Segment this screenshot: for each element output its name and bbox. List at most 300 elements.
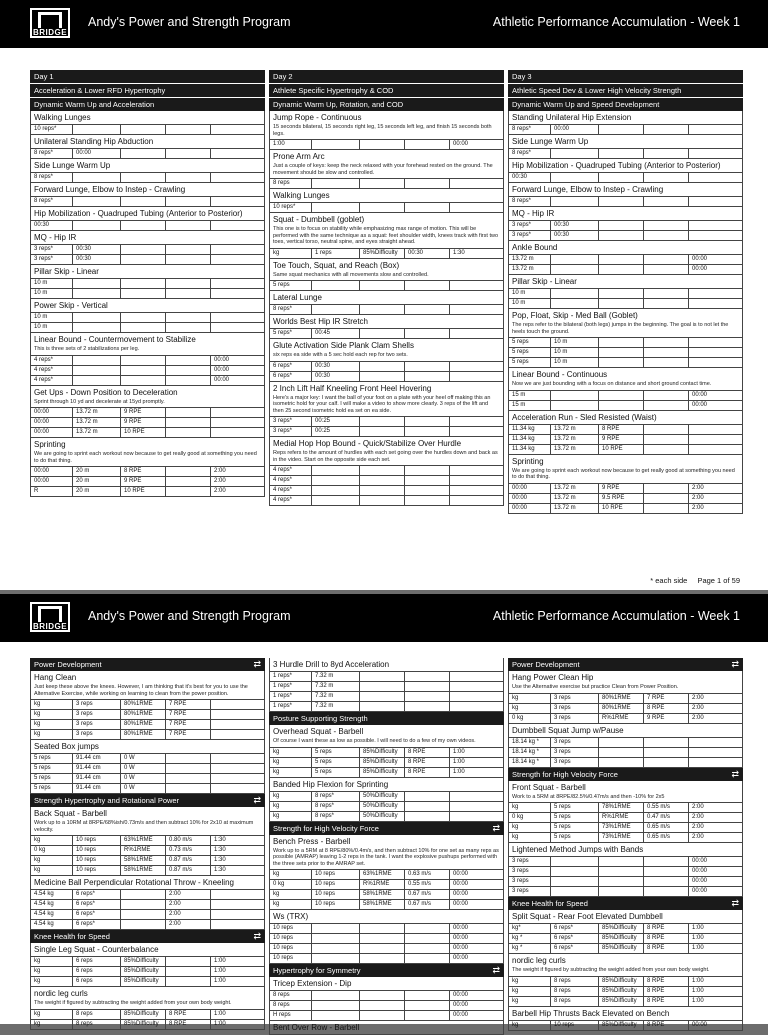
set-cell: 00:00 xyxy=(214,356,230,363)
set-cell xyxy=(211,720,264,729)
set-cell: 4 reps* xyxy=(270,496,312,505)
set-cell: 13.72 m xyxy=(73,428,121,437)
set-cell: 73%1RME xyxy=(599,823,644,832)
set-cell: 9 RPE xyxy=(599,435,644,444)
set-cell: R%1RME xyxy=(599,714,644,723)
set-cell: 4 reps* xyxy=(31,366,73,375)
exercise-name: Squat - Dumbbell (goblet) xyxy=(273,215,365,224)
set-cell: 10 m xyxy=(31,289,73,298)
set-cell: kg xyxy=(31,856,73,865)
exercise-note: Reps refers to the amount of hurdles with each set going over the hurdles down and back as in the video. Start on the opposite side each set. xyxy=(273,450,498,463)
set-cell: 0.65 m/s xyxy=(644,823,689,832)
set-row xyxy=(31,288,264,298)
week-title: Athletic Performance Accumulation - Week 1 xyxy=(492,609,740,623)
exercise-block xyxy=(269,111,504,150)
set-cell xyxy=(644,877,689,886)
set-row xyxy=(270,747,503,757)
set-cell xyxy=(121,279,166,288)
set-cell: kg xyxy=(509,803,551,812)
set-cell xyxy=(644,445,689,454)
set-cell: kg xyxy=(31,1020,73,1029)
set-row xyxy=(31,855,264,865)
set-cell xyxy=(211,700,264,709)
set-cell: 3 reps* xyxy=(31,255,73,264)
set-cell: 1:00 xyxy=(214,958,226,964)
set-cell: kg xyxy=(509,1021,551,1030)
set-cell: 10 reps xyxy=(73,866,121,875)
exercise-block xyxy=(269,835,504,911)
set-cell xyxy=(405,954,450,963)
set-cell xyxy=(644,197,689,206)
set-row xyxy=(31,172,264,182)
set-cell xyxy=(689,197,742,206)
set-cell: 10 RPE xyxy=(121,487,166,496)
set-cell: 85%Difficulty xyxy=(121,1010,166,1019)
exercise-name: Get Ups - Down Position to Deceleration xyxy=(34,387,178,397)
set-row xyxy=(31,753,264,763)
set-cell xyxy=(121,890,166,899)
set-cell: 00:00 xyxy=(509,484,551,493)
set-cell: 0 W xyxy=(121,764,166,773)
set-cell: 1:30 xyxy=(214,857,226,863)
set-cell xyxy=(405,466,450,475)
set-cell xyxy=(405,1011,450,1020)
set-cell: 2:00 xyxy=(692,484,704,491)
set-cell: 7.32 m xyxy=(312,682,360,691)
exercise-block xyxy=(508,111,743,135)
set-cell: 1:00 xyxy=(692,925,704,931)
set-row xyxy=(270,328,503,338)
swap-icon[interactable]: ⇄ xyxy=(253,931,261,941)
set-cell xyxy=(405,802,450,811)
set-cell xyxy=(360,281,405,290)
set-row xyxy=(509,220,742,230)
set-cell xyxy=(644,391,689,400)
exercise-name: Forward Lunge, Elbow to Instep - Crawling xyxy=(34,185,186,194)
set-cell: 0.47 m/s xyxy=(644,813,689,822)
set-row xyxy=(31,476,264,486)
set-cell xyxy=(644,149,689,158)
set-cell xyxy=(121,356,166,365)
exercise-block xyxy=(30,135,265,159)
set-row xyxy=(509,693,742,703)
swap-icon[interactable]: ⇄ xyxy=(253,659,261,669)
set-cell: 20 m xyxy=(73,477,121,486)
set-cell: 8 reps xyxy=(73,1010,121,1019)
set-cell xyxy=(360,924,405,933)
day-focus: Athlete Specific Hypertrophy & COD xyxy=(269,84,504,97)
set-cell: 3 reps xyxy=(73,710,121,719)
set-cell xyxy=(644,857,689,866)
section-header: Strength for High Velocity Force ⇄ xyxy=(508,768,743,781)
set-cell: 3 reps xyxy=(509,877,551,886)
exercise-note: The weight if figured by subtracting the weight added from your own body weight. xyxy=(34,1000,232,1006)
set-cell xyxy=(551,255,599,264)
exercise-block xyxy=(508,183,743,207)
exercise-block xyxy=(269,658,504,712)
set-cell xyxy=(211,197,264,206)
set-row xyxy=(31,365,264,375)
set-cell: 0.87 m/s xyxy=(166,866,211,875)
set-row xyxy=(509,812,742,822)
exercise-block xyxy=(269,291,504,315)
swap-icon[interactable]: ⇄ xyxy=(253,795,261,805)
set-cell: 00:00 xyxy=(73,149,121,158)
set-cell xyxy=(312,924,360,933)
exercise-name: Standing Unilateral Hip Extension xyxy=(512,113,632,122)
set-cell: 0 W xyxy=(121,784,166,793)
set-cell: 4.54 kg xyxy=(31,890,73,899)
set-row xyxy=(509,986,742,996)
set-cell: kg* xyxy=(509,924,551,933)
set-cell xyxy=(312,179,360,188)
exercise-block xyxy=(269,977,504,1021)
set-cell: 10 reps xyxy=(312,900,360,909)
set-cell xyxy=(312,496,360,505)
set-cell: 85%Difficulty xyxy=(360,768,405,777)
set-cell xyxy=(551,197,599,206)
set-row xyxy=(31,375,264,385)
set-cell: 8 reps xyxy=(73,1020,121,1029)
set-cell: 2:00 xyxy=(166,920,211,929)
set-row xyxy=(270,691,503,701)
set-cell xyxy=(166,149,211,158)
set-cell xyxy=(599,265,644,274)
set-cell xyxy=(689,338,742,347)
exercise-block xyxy=(30,438,265,497)
day-3-column xyxy=(508,70,743,514)
exercise-name: Seated Box jumps xyxy=(34,742,99,751)
set-cell: 00:00 xyxy=(692,868,708,874)
set-cell xyxy=(644,289,689,298)
set-cell: 00:00 xyxy=(692,266,708,272)
set-cell: 1:00 xyxy=(692,935,704,941)
set-cell xyxy=(121,376,166,385)
exercise-block xyxy=(30,159,265,183)
set-cell xyxy=(644,348,689,357)
set-cell: 00:00 xyxy=(453,935,469,941)
section-header: Dynamic Warm Up, Rotation, and COD xyxy=(269,98,504,111)
set-cell: 00:45 xyxy=(312,329,360,338)
set-cell: R%1RME xyxy=(121,846,166,855)
set-cell xyxy=(551,867,599,876)
set-cell xyxy=(166,774,211,783)
set-row xyxy=(270,1000,503,1010)
set-cell xyxy=(121,221,166,230)
set-cell: 00:00 xyxy=(453,925,469,931)
exercise-name: Lateral Lunge xyxy=(273,293,322,302)
exercise-name: Linear Bound - Countermovement to Stabilize xyxy=(34,335,196,344)
set-cell: 2:00 xyxy=(692,494,704,501)
exercise-block xyxy=(508,241,743,275)
set-cell xyxy=(644,125,689,134)
set-cell xyxy=(121,245,166,254)
set-cell: 3 reps xyxy=(509,887,551,896)
set-cell: 1 reps* xyxy=(270,682,312,691)
exercise-name: 3 Hurdle Drill to 8yd Acceleration xyxy=(273,660,390,669)
set-cell: 00:30 xyxy=(73,245,121,254)
set-row xyxy=(31,976,264,986)
set-cell: 85%Difficulty xyxy=(599,934,644,943)
set-cell: kg xyxy=(509,977,551,986)
set-cell: 58%1RME xyxy=(121,856,166,865)
set-cell xyxy=(121,149,166,158)
set-cell xyxy=(121,313,166,322)
set-cell xyxy=(644,484,689,493)
set-row xyxy=(509,933,742,943)
swap-icon[interactable]: ⇄ xyxy=(731,659,739,669)
set-cell xyxy=(551,299,599,308)
exercise-name: Forward Lunge, Elbow to Instep - Crawling xyxy=(512,185,664,194)
set-cell xyxy=(689,125,742,134)
exercise-name: Barbell Hip Thrusts Back Elevated on Bench xyxy=(512,1008,670,1018)
set-cell xyxy=(450,179,503,188)
set-cell: 8 reps xyxy=(551,987,599,996)
set-cell: 0.73 m/s xyxy=(166,846,211,855)
set-cell: kg xyxy=(270,768,312,777)
exercise-block xyxy=(30,876,265,930)
exercise-name: Medial Hop Hop Bound - Quick/Stabilize Over Hurdle xyxy=(273,439,462,448)
set-cell xyxy=(450,466,503,475)
set-cell xyxy=(360,305,405,314)
set-row xyxy=(31,845,264,855)
exercise-name: Split Squat - Rear Foot Elevated Dumbbell xyxy=(512,912,663,921)
set-cell xyxy=(644,748,689,757)
set-cell xyxy=(644,358,689,367)
set-cell: 11.34 kg xyxy=(509,445,551,454)
set-cell: 6 reps xyxy=(73,957,121,966)
set-cell: 85%Difficulty xyxy=(599,997,644,1006)
exercise-block xyxy=(508,275,743,309)
set-cell: 2:00 xyxy=(166,910,211,919)
set-row xyxy=(31,956,264,966)
set-cell xyxy=(360,991,405,1000)
set-row xyxy=(270,475,503,485)
set-cell: 8 RPE xyxy=(644,997,689,1006)
set-cell xyxy=(450,672,503,681)
set-cell: 8 reps* xyxy=(312,802,360,811)
set-cell: 00:00 xyxy=(551,125,599,134)
exercise-note: Work up to a 10RM at 8RPE/68%ish/0.73m/s and then subtract 10% for 2x10 at maximum velocity. xyxy=(34,820,254,833)
exercise-name: nordic leg curls xyxy=(34,989,88,998)
set-cell: 18.14 kg * xyxy=(509,748,551,757)
exercise-name: Front Squat - Barbell xyxy=(512,782,586,792)
day-label: Day 1 xyxy=(30,70,265,83)
set-cell xyxy=(211,754,264,763)
set-cell xyxy=(312,486,360,495)
set-row xyxy=(509,400,742,410)
swap-icon[interactable]: ⇄ xyxy=(731,898,739,908)
set-cell xyxy=(644,494,689,503)
set-cell xyxy=(312,203,360,212)
set-cell xyxy=(360,466,405,475)
set-cell: 0 kg xyxy=(509,813,551,822)
exercise-name: Single Leg Squat - Counterbalance xyxy=(34,945,159,954)
set-cell: 3 reps* xyxy=(509,221,551,230)
set-cell: kg xyxy=(31,836,73,845)
set-cell xyxy=(166,764,211,773)
set-cell: 10 m xyxy=(551,358,599,367)
set-cell: 13.72 m xyxy=(551,445,599,454)
set-cell: kg xyxy=(270,758,312,767)
exercise-block xyxy=(508,135,743,159)
set-cell: 7.32 m xyxy=(312,672,360,681)
page-header xyxy=(0,594,768,642)
exercise-name: Jump Rope - Continuous xyxy=(273,113,362,122)
set-cell: 2:00 xyxy=(692,504,704,511)
set-cell xyxy=(360,476,405,485)
set-cell: 5 reps xyxy=(551,833,599,842)
set-cell: 2:00 xyxy=(214,478,226,484)
set-cell xyxy=(644,738,689,747)
exercise-block xyxy=(30,111,265,135)
set-cell: 10 reps* xyxy=(270,203,312,212)
set-cell xyxy=(360,417,405,426)
set-cell: 00:30 xyxy=(551,231,599,240)
set-cell: kg xyxy=(31,1010,73,1019)
set-cell: 2:00 xyxy=(692,804,704,810)
set-cell: 80%1RME xyxy=(121,720,166,729)
set-cell: 00:00 xyxy=(692,878,708,884)
exercise-block xyxy=(508,455,743,514)
set-cell: 85%Difficulty xyxy=(121,957,166,966)
set-row xyxy=(31,244,264,254)
exercise-note: Sprint through 10 yd and decelerate at 15yd promptly. xyxy=(34,398,165,405)
set-cell: 1:00 xyxy=(453,768,465,775)
set-cell: 20 m xyxy=(73,487,121,496)
exercise-block xyxy=(508,843,743,897)
set-cell: 91.44 cm xyxy=(73,774,121,783)
set-row xyxy=(31,899,264,909)
page-number: Page 1 of 59 xyxy=(697,576,740,585)
set-cell xyxy=(405,179,450,188)
page2-column-1 xyxy=(30,658,265,1030)
set-cell: 20 m xyxy=(73,467,121,476)
set-cell: 3 reps xyxy=(551,714,599,723)
set-cell xyxy=(689,738,742,747)
set-cell: kg xyxy=(31,710,73,719)
set-cell: 2:00 xyxy=(166,900,211,909)
set-cell xyxy=(211,710,264,719)
set-cell xyxy=(599,173,644,182)
set-cell xyxy=(166,356,211,365)
set-cell: 7.32 m xyxy=(312,702,360,711)
page-header xyxy=(0,0,768,48)
set-cell xyxy=(599,348,644,357)
set-cell: 2:00 xyxy=(692,704,704,711)
set-cell: 1:30 xyxy=(214,837,226,843)
set-cell xyxy=(166,428,211,437)
set-cell xyxy=(405,991,450,1000)
set-cell: 1 reps* xyxy=(270,692,312,701)
set-cell xyxy=(405,362,450,371)
set-cell: 1:00 xyxy=(692,987,704,994)
set-cell: 10 m xyxy=(509,299,551,308)
set-cell: 4 reps* xyxy=(270,476,312,485)
exercise-name: MQ - Hip IR xyxy=(34,233,77,242)
set-cell: 10 m xyxy=(31,279,73,288)
exercise-name: Worlds Best Hip IR Stretch xyxy=(273,317,368,326)
set-cell: kg xyxy=(509,997,551,1006)
bridge-logo: BRIDGE xyxy=(30,8,70,38)
set-cell: 2:00 xyxy=(214,468,226,474)
swap-icon[interactable]: ⇄ xyxy=(492,965,500,975)
set-cell: 80%1RME xyxy=(121,710,166,719)
set-cell: 1:00 xyxy=(270,140,312,149)
exercise-note: We are going to sprint each workout now because to get really good at something you need to do that thing. xyxy=(512,467,735,480)
set-cell: 10 m xyxy=(551,348,599,357)
set-cell xyxy=(166,245,211,254)
set-row xyxy=(509,832,742,842)
exercise-name: Walking Lunges xyxy=(34,113,91,122)
set-cell: 8 reps* xyxy=(31,197,73,206)
set-cell xyxy=(211,910,264,919)
set-cell: 8 reps* xyxy=(31,173,73,182)
program-title: Andy's Power and Strength Program xyxy=(88,609,291,623)
set-cell: 8 reps* xyxy=(270,305,312,314)
set-cell: 00:30 xyxy=(551,221,599,230)
section-header: Power Development ⇄ xyxy=(30,658,265,671)
set-cell xyxy=(450,812,503,821)
exercise-block xyxy=(269,1021,504,1035)
set-cell xyxy=(599,231,644,240)
set-cell xyxy=(644,265,689,274)
set-cell: 00:00 xyxy=(31,418,73,427)
set-cell: 6 reps xyxy=(73,967,121,976)
set-cell xyxy=(360,702,405,711)
exercise-block xyxy=(30,671,265,740)
set-cell: 00:30 xyxy=(312,372,360,381)
set-cell: 00:00 xyxy=(453,141,469,147)
set-cell xyxy=(599,197,644,206)
set-cell: 9 RPE xyxy=(644,714,689,723)
set-cell: 10 reps xyxy=(270,954,312,963)
set-cell xyxy=(73,173,121,182)
set-cell xyxy=(73,221,121,230)
swap-icon[interactable]: ⇄ xyxy=(731,768,739,779)
set-cell: 8 reps xyxy=(270,991,312,1000)
set-cell: 8 RPE xyxy=(644,924,689,933)
exercise-name: Medicine Ball Perpendicular Rotational Throw - Kneeling xyxy=(34,878,234,887)
set-cell: 00:00 xyxy=(31,477,73,486)
set-cell: 8 RPE xyxy=(166,1020,211,1029)
set-row xyxy=(270,304,503,314)
set-cell xyxy=(211,730,264,739)
set-cell: H reps xyxy=(270,1011,312,1020)
set-cell: 00:00 xyxy=(453,1012,469,1018)
set-cell xyxy=(166,754,211,763)
set-cell: 91.44 cm xyxy=(73,764,121,773)
set-cell: 00:00 xyxy=(692,858,708,864)
set-cell xyxy=(166,279,211,288)
section-header: Strength Hypertrophy and Rotational Power ⇄ xyxy=(30,794,265,807)
set-cell xyxy=(211,428,264,437)
set-cell xyxy=(551,401,599,410)
set-cell xyxy=(166,977,211,986)
set-row xyxy=(31,966,264,976)
set-cell: 1:00 xyxy=(214,1010,226,1017)
exercise-name: Banded Hip Flexion for Sprinting xyxy=(273,779,389,789)
set-cell xyxy=(405,486,450,495)
set-cell: 0.67 m/s xyxy=(405,890,450,899)
set-cell: 8 RPE xyxy=(405,748,450,757)
swap-icon[interactable]: ⇄ xyxy=(492,822,500,833)
set-cell xyxy=(360,934,405,943)
exercise-block xyxy=(508,954,743,1007)
set-cell xyxy=(450,362,503,371)
set-cell xyxy=(166,477,211,486)
set-cell xyxy=(211,890,264,899)
